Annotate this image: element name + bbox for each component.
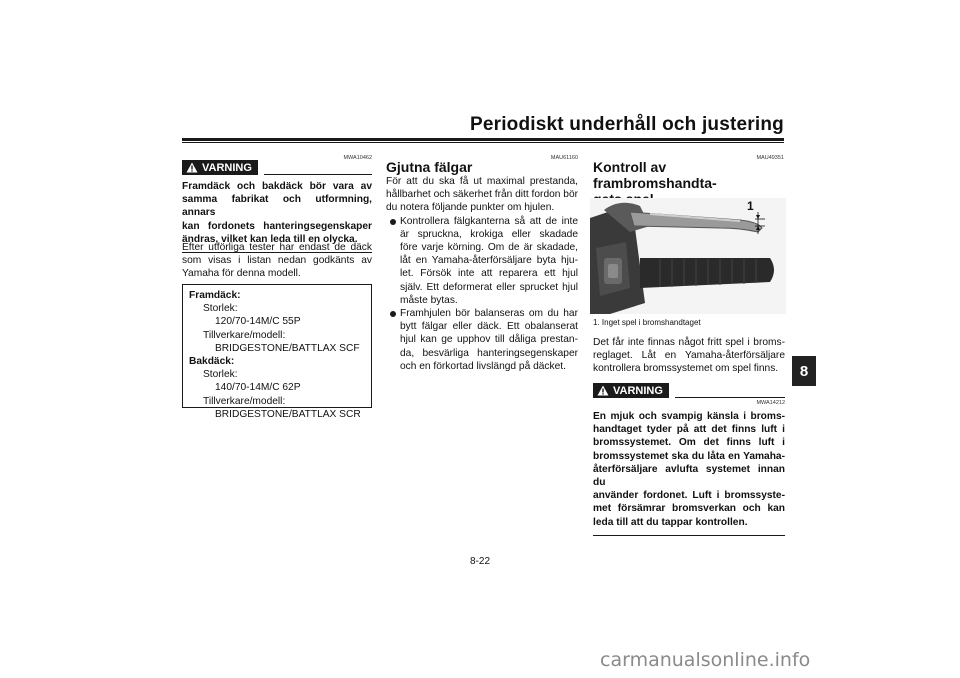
- bullet-line: låt en Yamaha-återförsäljare byta hju-: [400, 255, 578, 267]
- warning-line-text: återförsäljare avlufta systemet innan du: [593, 463, 785, 489]
- rear-maker-value: BRIDGESTONE/BATTLAX SCR: [215, 408, 361, 420]
- brake-lever-illustration: [590, 198, 786, 314]
- front-maker-label: Tillverkare/modell:: [203, 329, 286, 341]
- warning-line-text: leda till att du tappar kontrollen.: [593, 516, 748, 528]
- bullet-line: bytt fälgar eller däck. Ett obalanserat: [400, 321, 578, 333]
- warning-code: MWA14212: [756, 400, 785, 406]
- bullet-line: hjul kan ge upphov till dåliga prestan-: [400, 334, 578, 346]
- intro-line: du notera följande punkter om hjulen.: [386, 202, 555, 214]
- heading-line: Kontroll av frambromshandta-: [593, 159, 717, 191]
- warning-line-text: samma fabrikat och utformning, annars: [182, 194, 372, 219]
- warning-line-text: handtaget tyder på att det finns luft i: [593, 424, 785, 436]
- front-maker-value: BRIDGESTONE/BATTLAX SCF: [215, 342, 360, 354]
- intro-line: För att du ska få ut maximal prestanda,: [386, 176, 578, 187]
- bullet-line: Kontrollera fälgkanterna så att de inte: [400, 215, 578, 227]
- bullet-icon: [390, 219, 396, 225]
- warning-bottom-rule: [593, 535, 785, 536]
- rear-size-value: 140/70-14M/C 62P: [215, 382, 301, 394]
- bullet-line: let. Försök inte att reparera ett hjul: [400, 268, 578, 280]
- bullet-line: och en förkortad livslängd på däcket.: [400, 360, 566, 372]
- tire-paragraph: [182, 241, 372, 281]
- page-title: Periodiskt underhåll och justering: [469, 114, 784, 135]
- warning-line: [675, 397, 785, 398]
- bullet-icon: [390, 311, 396, 317]
- paragraph-line: reglaget. Låt en Yamaha-återförsäljare: [593, 350, 785, 362]
- rear-tire-label: Bakdäck:: [189, 356, 235, 368]
- paragraph-line: kontrollera bromssystemet om spel finns.: [593, 363, 779, 375]
- warning-badge-label: VARNING: [613, 384, 663, 397]
- paragraph-line: Efter utförliga tester har endast de däck: [182, 242, 372, 253]
- section-code: MAU49351: [756, 155, 784, 161]
- bullet-line: da, besvärliga hanteringsegenskaper: [400, 347, 578, 359]
- brake-paragraph: [593, 336, 785, 376]
- warning-block-brake: [593, 383, 785, 536]
- front-tire-label: Framdäck:: [189, 290, 241, 301]
- page-number: 8-22: [469, 556, 490, 567]
- warning-line-text: bromssystemet ska du låta en Yamaha-: [593, 450, 785, 462]
- chapter-tab: 8: [792, 356, 816, 386]
- bullet-line: är spruckna, krokiga eller skadade: [400, 228, 578, 240]
- bullet-line: själv. Ett deformerat eller sprucket hjul: [400, 281, 578, 293]
- warning-triangle-icon: [186, 162, 198, 173]
- bullet-line: före varje körning. Om de är skadade,: [400, 242, 578, 254]
- warning-line: [264, 174, 372, 175]
- wheels-section: [386, 175, 578, 373]
- paragraph-line: Det får inte finnas något fritt spel i broms-: [593, 337, 785, 348]
- warning-line-text: En mjuk och svampig känsla i broms-: [593, 411, 785, 422]
- warning-line-text: ändras, vilket kan leda till en olycka.: [182, 233, 358, 245]
- list-item: [386, 215, 578, 307]
- rear-size-label: Storlek:: [203, 369, 238, 381]
- front-size-label: Storlek:: [203, 303, 238, 315]
- warning-text: [593, 410, 785, 529]
- front-size-value: 120/70-14M/C 55P: [215, 316, 301, 328]
- warning-badge: [593, 383, 669, 398]
- bullet-line: Framhjulen bör balanseras om du har: [400, 308, 578, 320]
- figure-callout-1: 1: [747, 199, 754, 213]
- paragraph-line: Yamaha för denna modell.: [182, 268, 301, 280]
- tire-spec-box: [182, 284, 372, 420]
- warning-line-text: kan fordonets hanteringsegenskaper: [182, 220, 372, 232]
- warning-line-text: met försämrar bromsverkan och kan: [593, 503, 785, 515]
- warning-code: MWA10462: [343, 155, 372, 161]
- warning-line-text: bromssystemet. Om det finns luft i: [593, 437, 785, 449]
- header-rule: [182, 138, 784, 141]
- rear-maker-label: Tillverkare/modell:: [203, 395, 286, 407]
- bullet-line: måste bytas.: [400, 294, 458, 306]
- intro-line: hållbarhet och säkerhet från ditt fordon bör: [386, 189, 578, 201]
- header-rule-thin: [182, 142, 784, 143]
- warning-line-text: använder fordonet. Luft i bromssyste-: [593, 490, 785, 502]
- figure-caption: 1. Inget spel i bromshandtaget: [593, 318, 701, 327]
- section-code: MAU61160: [550, 155, 578, 161]
- warning-triangle-icon: [597, 385, 609, 396]
- warning-badge: [182, 160, 258, 175]
- warning-badge-label: VARNING: [202, 161, 252, 174]
- section-heading-wheels: Gjutna fälgar: [386, 159, 473, 175]
- watermark: carmanualsonline.info: [600, 649, 811, 671]
- brake-lever-photo: [590, 198, 786, 314]
- list-item: [386, 307, 578, 373]
- warning-line-text: Framdäck och bakdäck bör vara av: [182, 181, 372, 192]
- warning-block: [182, 160, 372, 253]
- paragraph-line: som visas i listan nedan godkänts av: [182, 255, 372, 267]
- warning-text: [182, 180, 372, 246]
